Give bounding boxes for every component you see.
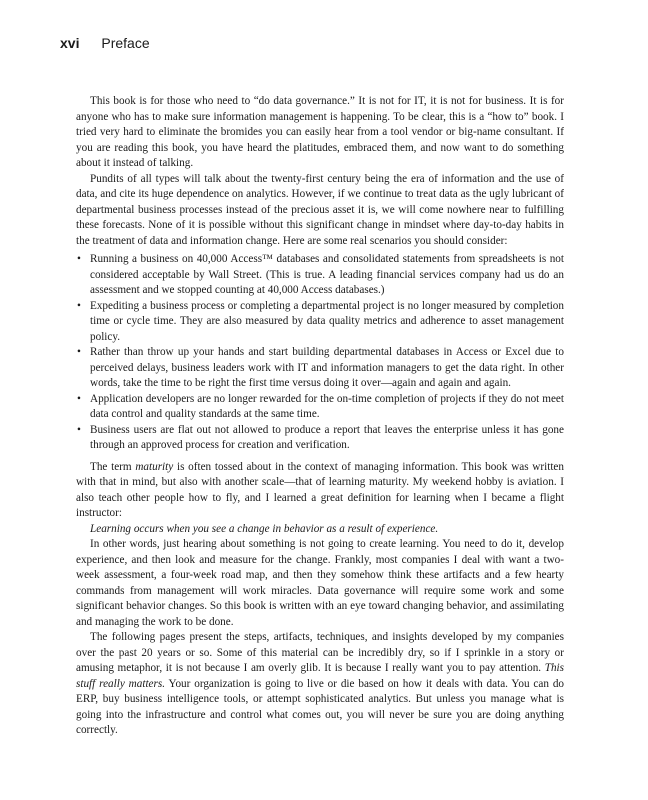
paragraph: In other words, just hearing about something is not going to create learning. You need to do it, develop experience, and then look and measure for the change. Frankly, most companies I deal with want a two-week assessment, a four-week road map, and then they somehow think these artifacts and a few hearty commands from management will work miracles. Data governance will require some work and some significant behavior changes. So this book is written with an eye toward changing behavior, and assimilating and managing the work to be done. <box>76 538 564 628</box>
emphasis: maturity <box>135 460 174 473</box>
list-item: • Business users are flat out not allowed to produce a report that leaves the enterprise unless it has gone through an approved process for creation and verification. <box>76 423 564 454</box>
scenario-list <box>76 252 564 454</box>
list-item: • Application developers are no longer rewarded for the on-time completion of projects if they do not meet data control and quality standards at the same time. <box>76 392 564 423</box>
text-segment: The following pages present the steps, artifacts, techniques, and insights developed by my companies over the past 20 years or so. Some of this material can be incredibly dry, so if I sprinkle in a story or amusing metaphor, it is not because I am overly glib. It is because I really want you to pay attention. <box>76 631 564 674</box>
paragraph-maturity <box>76 460 564 522</box>
text-segment: is often tossed about in the context of managing information. This book was written with that in mind, but also with another scale—that of learning maturity. My weekend hobby is aviation. I also teach other people how to fly, and I learned a great definition for learning when I became a flight instructor: <box>76 460 564 519</box>
page-header <box>60 35 150 51</box>
page-number: xvi <box>60 35 80 51</box>
paragraph-final <box>76 630 564 739</box>
text-segment: Your organization is going to live or die based on how it deals with data. You can do ERP, buy business intelligence tools, or attempt sophisticated analytics. But unless you manage what is going into the infrastructure and control what comes out, you will never be sure you are doing anything correctly. <box>76 677 565 736</box>
emphasis: This stuff really matters. <box>76 662 564 690</box>
quote: Learning occurs when you see a change in behavior as a result of experience. <box>90 522 439 535</box>
section-title: Preface <box>101 35 150 51</box>
paragraph: Pundits of all types will talk about the twenty-first century being the era of information and the use of data, and cite its huge dependence on analytics. However, if we continue to treat data as the ugly lubricant of departmental business processes instead of the precious asset it is, we will come nowhere near to fulfilling these forecasts. None of it is possible without this significant change in mindset where day-to-day habits in the treatment of data and information change. Here are some real scenarios you should consider: <box>76 172 564 247</box>
list-item: • Running a business on 40,000 Access™ databases and consolidated statements from spreadsheets is not considered acceptable by Wall Street. (This is true. A leading financial services company had us do an assessment and we stopped counting at 40,000 Access databases.) <box>76 252 564 299</box>
paragraph: This book is for those who need to “do data governance.” It is not for IT, it is not for business. It is for anyone who has to make sure information management is happening. To be clear, this is a “how to” book. I tried very hard to eliminate the bromides you can easily hear from a tool vendor or big-name consultant. If you are reading this book, you have heard the platitudes, embraced them, and now want to do something about it instead of talking. <box>76 95 564 169</box>
list-item: • Rather than throw up your hands and start building departmental databases in Access or Excel due to perceived delays, business leaders work with IT and information managers to get the data right. In other words, take the time to be right the first time versus doing it over—again and again and again. <box>76 345 564 392</box>
page-body <box>76 94 564 739</box>
list-item: • Expediting a business process or completing a departmental project is no longer measured by completion time or cycle time. They are also measured by data quality metrics and adherence to asset management policy. <box>76 299 564 346</box>
text-segment: The term <box>90 460 136 473</box>
